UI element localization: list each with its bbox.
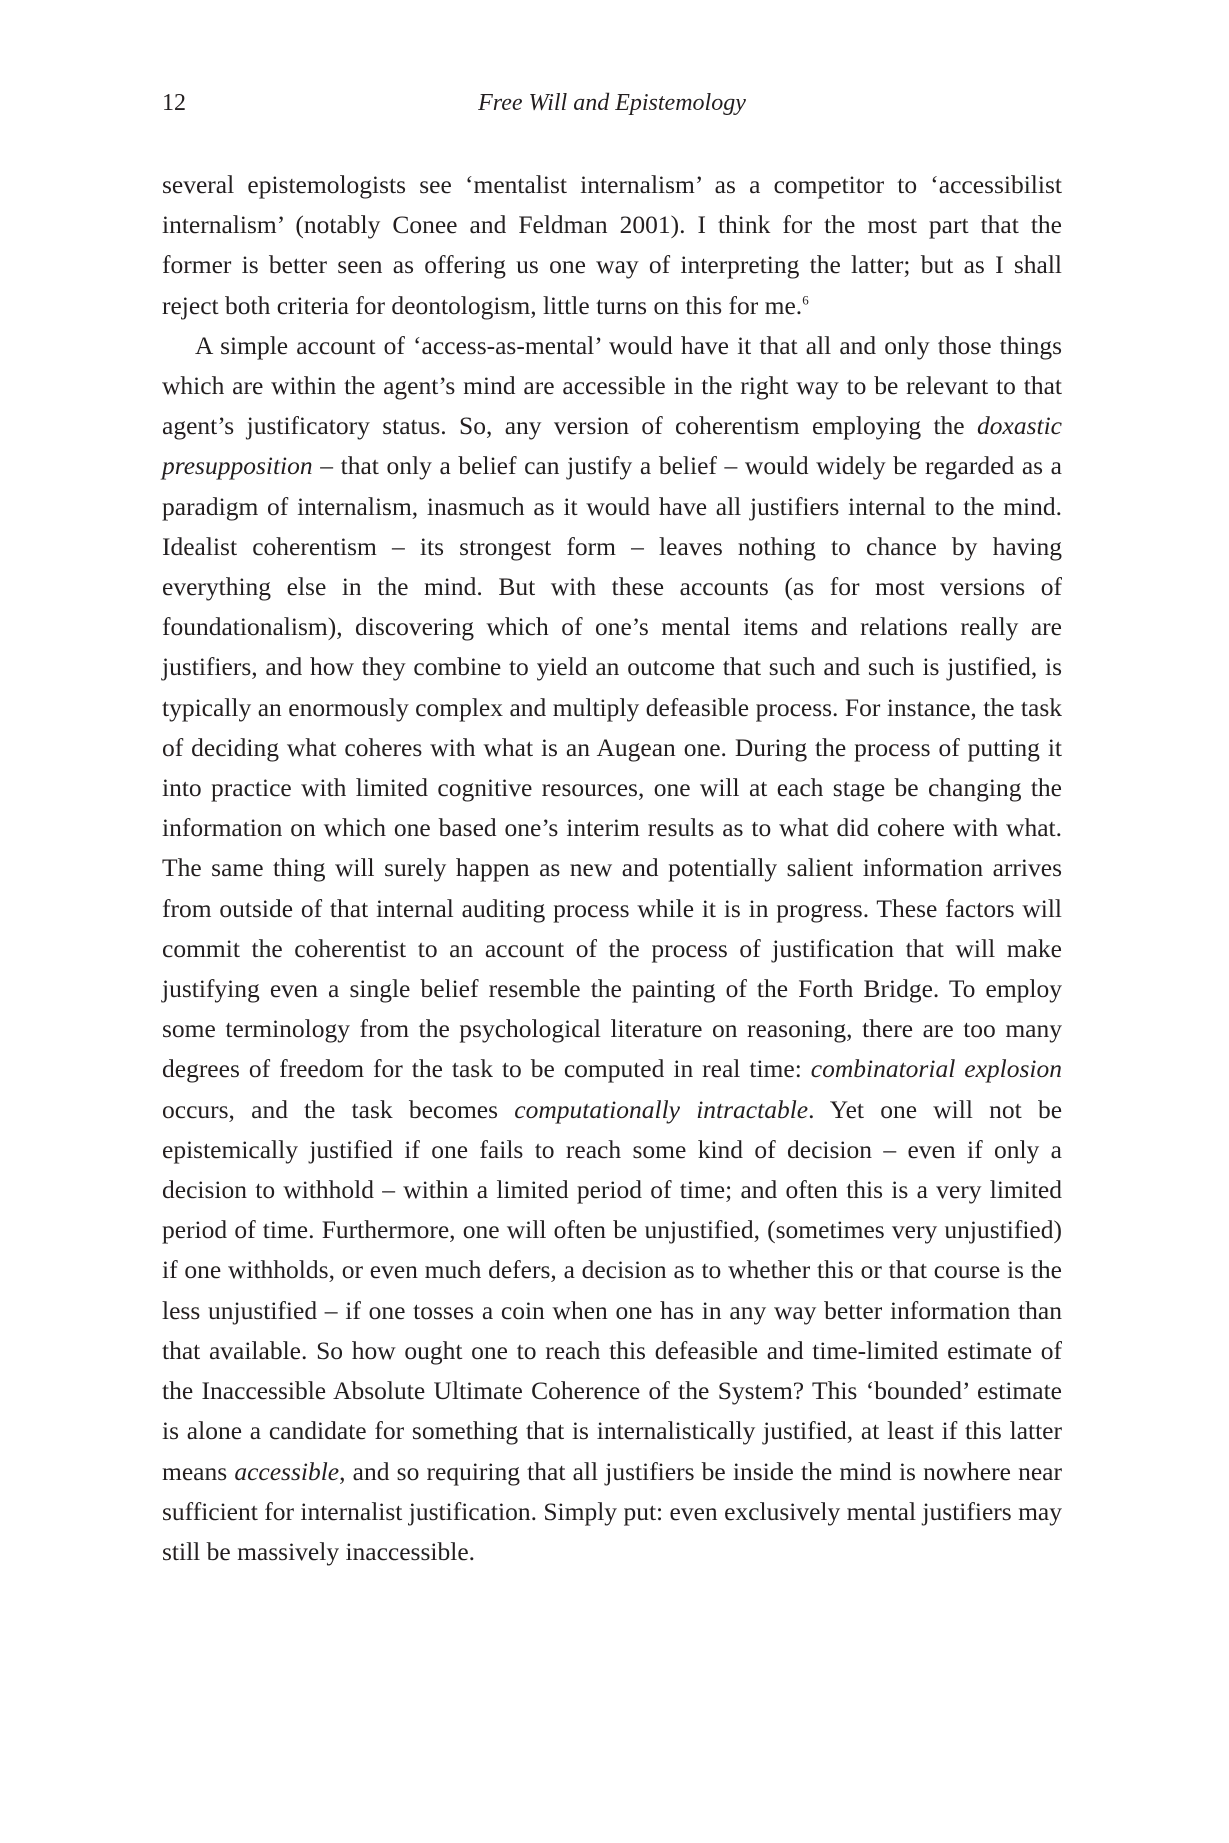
paragraph-text: , and so requiring that all justifiers be inside the mind is nowhere near sufficient for internalist justification. Simply put: even exclusively mental justifiers may still be massively inaccessible. (162, 1456, 1062, 1566)
italic-term: computationally intractable (514, 1094, 809, 1124)
italic-term: doxastic presupposition (162, 411, 1062, 481)
paragraph-text: A simple account of ‘access-as-mental’ would have it that all and only those things which are within the agent’s mind are accessible in the right way to be relevant to that agent’s justificatory status. So, any version of coherentism employing the (162, 330, 1062, 441)
paragraph (162, 165, 1062, 326)
paragraph-text: . Yet one will not be epistemically justified if one fails to reach some kind of decision – even if only a decision to withhold – within a limited period of time; and often this is a very limited period of time. Furthermore, one will often be unjustified, (sometimes very unjustified) if one withholds, or even much defers, a decision as to whether this or that course is the less unjustified – if one tosses a coin when one has in any way better information than that available. So how ought one to reach this defeasible and time-limited estimate of the Inaccessible Absolute Ultimate Coherence of the System? This ‘bounded’ estimate is alone a candidate for something that is internalistically justified, at least if this latter means (162, 1094, 1063, 1486)
italic-term: accessible (234, 1456, 340, 1486)
footnote-reference[interactable]: 6 (802, 292, 809, 308)
running-title: Free Will and Epistemology (478, 90, 746, 116)
italic-term: combinatorial explosion (810, 1054, 1062, 1084)
paragraph-text: – that only a belief can justify a belief – would widely be regarded as a paradigm of internalism, inasmuch as it would have all justifiers internal to the mind. Idealist coherentism – its strongest form – leaves nothing to chance by having everything else in the mind. But with these accounts (as for most versions of foundationalism), discovering which of one’s mental items and relations really are justifiers, and how they combine to yield an outcome that such and such is justified, is typically an enormously complex and multiply defeasible process. For instance, the task of deciding what coheres with what is an Augean one. During the process of putting it into practice with limited cognitive resources, one will at each stage be changing the information on which one based one’s interim results as to what did cohere with what. The same thing will surely happen as new and potentially salient information arrives from outside of that internal auditing process while it is in progress. These factors will commit the coherentist to an account of the process of justification that will make justifying even a single belief resemble the painting of the Forth Bridge. To employ some terminology from the psychological literature on reasoning, there are too many degrees of freedom for the task to be computed in real time: (162, 451, 1062, 1084)
body-text (162, 165, 1062, 1572)
running-header (162, 86, 1062, 120)
paragraph (162, 326, 1062, 1572)
paragraph-text: occurs, and the task becomes (162, 1094, 515, 1124)
page-number: 12 (162, 90, 186, 116)
paragraph-text: several epistemologists see ‘mentalist internalism’ as a competitor to ‘accessibilist internalism’ (notably Conee and Feldman 2001). I think for the most part that the former is better seen as offering us one way of interpreting the latter; but as I shall reject both criteria for deontologism, little turns on this for me. (162, 170, 1062, 320)
